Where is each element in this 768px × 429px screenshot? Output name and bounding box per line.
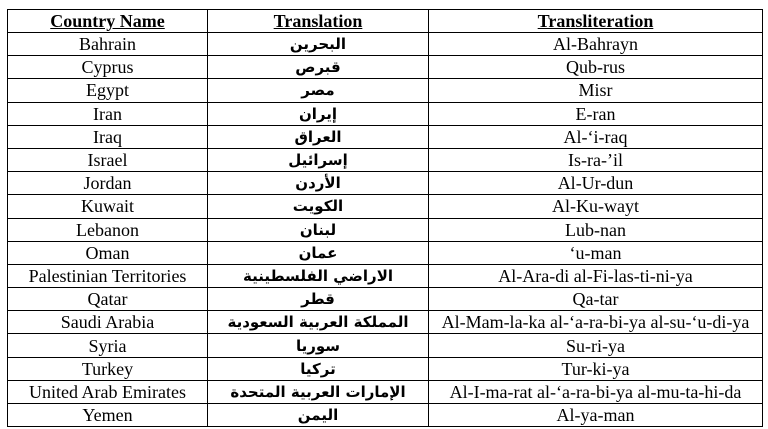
country-name-cell: Syria bbox=[8, 334, 208, 357]
country-table bbox=[7, 9, 763, 427]
country-name-cell: Israel bbox=[8, 148, 208, 171]
country-name-cell: Bahrain bbox=[8, 33, 208, 56]
country-name-cell: Kuwait bbox=[8, 195, 208, 218]
transliteration-cell: Al-Ku-wayt bbox=[429, 195, 763, 218]
translation-cell: إسرائيل bbox=[208, 148, 429, 171]
table-row bbox=[8, 311, 763, 334]
translation-cell: المملكة العربية السعودية bbox=[208, 311, 429, 334]
transliteration-cell: ‘u-man bbox=[429, 241, 763, 264]
transliteration-cell: Al-‘i-raq bbox=[429, 125, 763, 148]
country-name-cell: Palestinian Territories bbox=[8, 264, 208, 287]
transliteration-cell: Al-I-ma-rat al-‘a-ra-bi-ya al-mu-ta-hi-da bbox=[429, 380, 763, 403]
transliteration-cell: Al-Mam-la-ka al-‘a-ra-bi-ya al-su-‘u-di-ya bbox=[429, 311, 763, 334]
table-row bbox=[8, 404, 763, 427]
transliteration-cell: Su-ri-ya bbox=[429, 334, 763, 357]
translation-cell: لبنان bbox=[208, 218, 429, 241]
transliteration-cell: Al-Ara-di al-Fi-las-ti-ni-ya bbox=[429, 264, 763, 287]
translation-cell: تركيا bbox=[208, 357, 429, 380]
table-row bbox=[8, 79, 763, 102]
translation-cell: إيران bbox=[208, 102, 429, 125]
table-row bbox=[8, 264, 763, 287]
country-name-cell: Iraq bbox=[8, 125, 208, 148]
translation-cell: الكويت bbox=[208, 195, 429, 218]
table-row bbox=[8, 288, 763, 311]
transliteration-cell: Tur-ki-ya bbox=[429, 357, 763, 380]
translation-cell: الأردن bbox=[208, 172, 429, 195]
transliteration-cell: Is-ra-’il bbox=[429, 148, 763, 171]
translation-cell: مصر bbox=[208, 79, 429, 102]
header-transliteration: Transliteration bbox=[429, 10, 763, 33]
table-row bbox=[8, 56, 763, 79]
translation-cell: عمان bbox=[208, 241, 429, 264]
table-row bbox=[8, 33, 763, 56]
country-name-cell: United Arab Emirates bbox=[8, 380, 208, 403]
table-row bbox=[8, 357, 763, 380]
country-name-cell: Cyprus bbox=[8, 56, 208, 79]
country-name-cell: Saudi Arabia bbox=[8, 311, 208, 334]
header-country-name: Country Name bbox=[8, 10, 208, 33]
transliteration-cell: Qub-rus bbox=[429, 56, 763, 79]
transliteration-cell: Al-Bahrayn bbox=[429, 33, 763, 56]
country-name-cell: Lebanon bbox=[8, 218, 208, 241]
table-row bbox=[8, 125, 763, 148]
table-row bbox=[8, 241, 763, 264]
translation-cell: قبرص bbox=[208, 56, 429, 79]
table-row bbox=[8, 195, 763, 218]
translation-cell: اليمن bbox=[208, 404, 429, 427]
country-name-cell: Jordan bbox=[8, 172, 208, 195]
table-row bbox=[8, 102, 763, 125]
transliteration-cell: E-ran bbox=[429, 102, 763, 125]
transliteration-cell: Qa-tar bbox=[429, 288, 763, 311]
transliteration-cell: Al-Ur-dun bbox=[429, 172, 763, 195]
header-row bbox=[8, 10, 763, 33]
translation-cell: الاراضي الفلسطينية bbox=[208, 264, 429, 287]
translation-cell: قطر bbox=[208, 288, 429, 311]
table-row bbox=[8, 218, 763, 241]
country-name-cell: Oman bbox=[8, 241, 208, 264]
table-body bbox=[8, 33, 763, 427]
translation-cell: الإمارات العربية المتحدة bbox=[208, 380, 429, 403]
country-name-cell: Iran bbox=[8, 102, 208, 125]
translation-cell: سوريا bbox=[208, 334, 429, 357]
table-row bbox=[8, 172, 763, 195]
transliteration-cell: Misr bbox=[429, 79, 763, 102]
table-row bbox=[8, 148, 763, 171]
translation-cell: العراق bbox=[208, 125, 429, 148]
table-row bbox=[8, 334, 763, 357]
table-row bbox=[8, 380, 763, 403]
transliteration-cell: Al-ya-man bbox=[429, 404, 763, 427]
transliteration-cell: Lub-nan bbox=[429, 218, 763, 241]
translation-cell: البحرين bbox=[208, 33, 429, 56]
header-translation: Translation bbox=[208, 10, 429, 33]
country-name-cell: Qatar bbox=[8, 288, 208, 311]
country-name-cell: Turkey bbox=[8, 357, 208, 380]
country-name-cell: Egypt bbox=[8, 79, 208, 102]
country-name-cell: Yemen bbox=[8, 404, 208, 427]
